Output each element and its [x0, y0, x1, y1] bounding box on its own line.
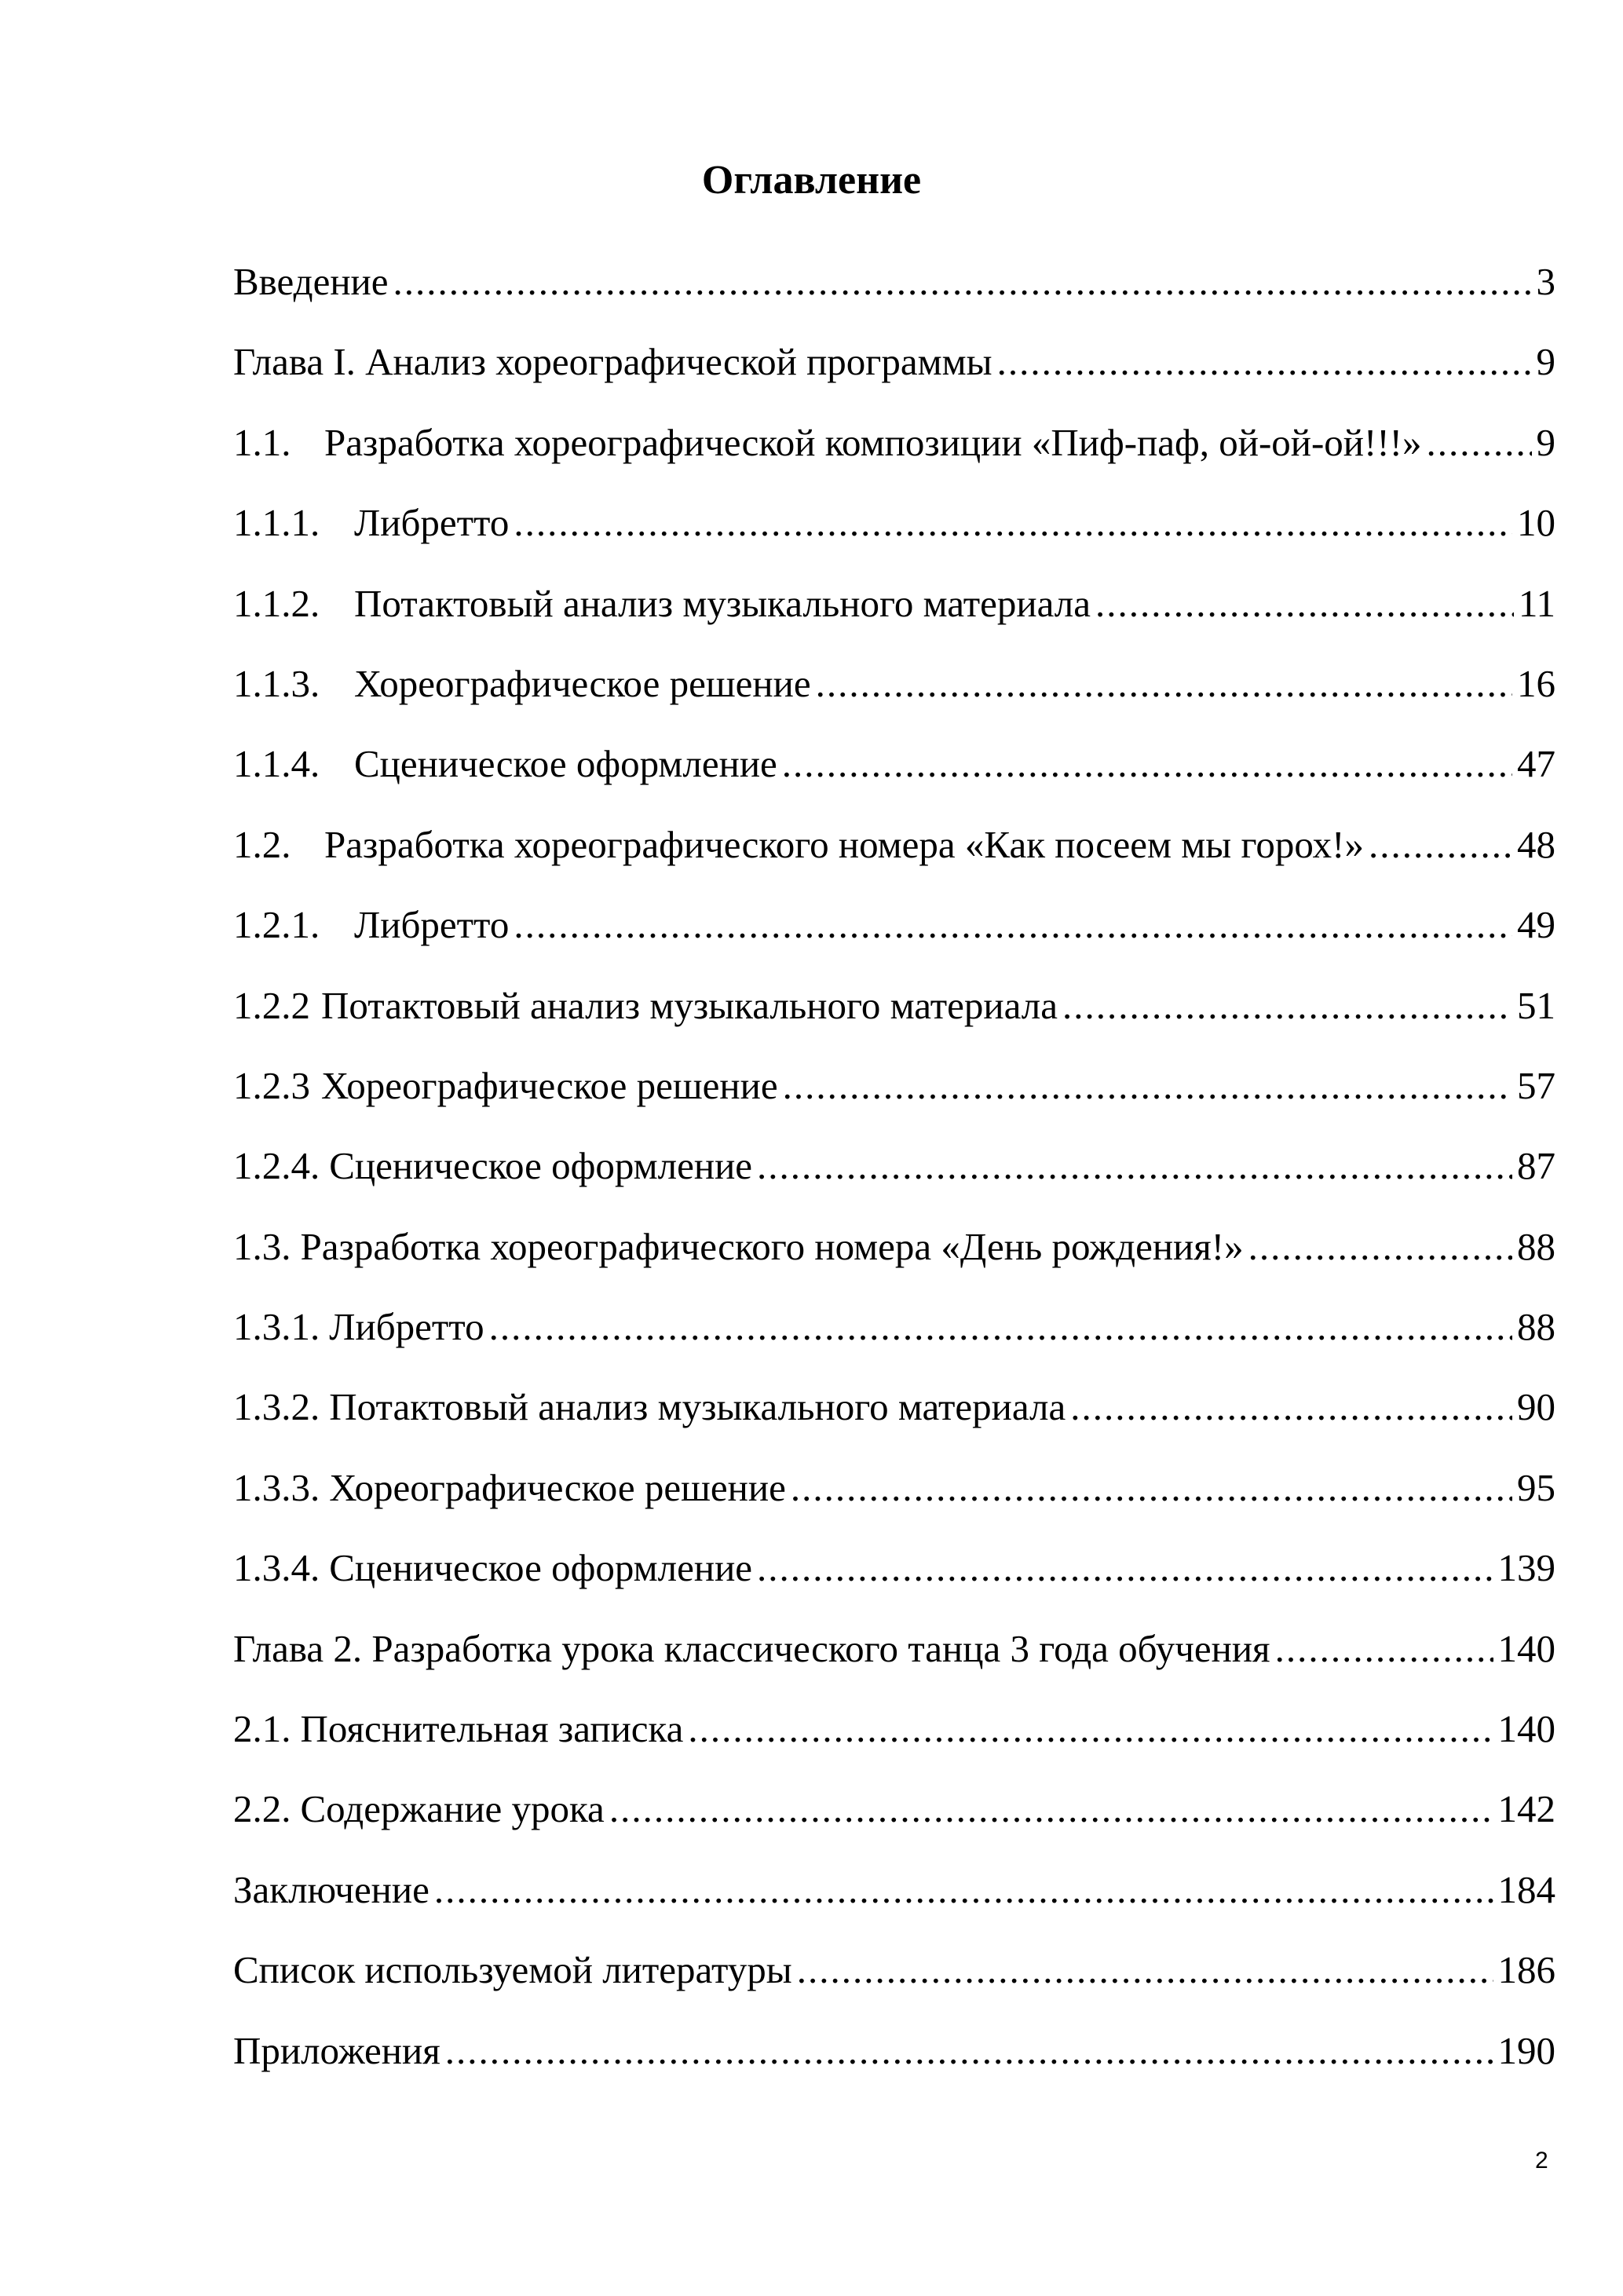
toc-entry-page: 9	[1536, 420, 1555, 464]
toc-entry-page: 11	[1518, 581, 1555, 625]
toc-entry-number: 1.2.1.	[233, 903, 320, 947]
toc-entry-title: Разработка хореографического номера «Как посеем мы горох!»	[324, 822, 1364, 866]
toc-entry-page: 88	[1517, 1224, 1555, 1268]
toc-entry[interactable]	[233, 1786, 1555, 1866]
toc-entry-number: 1.1.1.	[233, 501, 320, 545]
dot-leader	[782, 741, 1512, 786]
dot-leader	[1062, 983, 1512, 1028]
toc-entry-page: 95	[1517, 1465, 1555, 1509]
dot-leader	[514, 500, 1512, 545]
dot-leader	[434, 1867, 1493, 1912]
toc-entry-page: 139	[1497, 1546, 1555, 1590]
toc-entry[interactable]	[233, 1706, 1555, 1786]
dot-leader	[783, 1063, 1512, 1108]
toc-entry-title: Либретто	[329, 1305, 484, 1349]
toc-entry-page: 190	[1497, 2028, 1555, 2072]
toc-entry-title: Глава I. Анализ хореографической программы	[233, 340, 992, 384]
dot-leader	[997, 339, 1532, 384]
toc-entry-title: Хореографическое решение	[354, 661, 811, 705]
toc-entry[interactable]	[233, 2028, 1555, 2108]
dot-leader	[1369, 822, 1512, 867]
toc-entry[interactable]	[233, 741, 1555, 821]
toc-entry[interactable]	[233, 902, 1555, 982]
dot-leader	[757, 1545, 1493, 1590]
dot-leader	[688, 1706, 1493, 1751]
toc-entry-number: 1.1.4.	[233, 742, 320, 786]
toc-entry-page: 184	[1497, 1867, 1555, 1911]
toc-entry-page: 87	[1517, 1144, 1555, 1188]
toc-entry[interactable]	[233, 1947, 1555, 2027]
dot-leader	[1070, 1384, 1512, 1429]
toc-entry-number: 1.3.3.	[233, 1465, 320, 1509]
dot-leader	[1095, 581, 1514, 626]
toc-entry[interactable]	[233, 581, 1555, 661]
toc-entry-page: 48	[1517, 822, 1555, 866]
dot-leader	[816, 661, 1512, 706]
toc-entry-title: Хореографическое решение	[329, 1465, 786, 1509]
page-number: 2	[1535, 2148, 1548, 2174]
toc-entry-title: Либретто	[354, 501, 510, 545]
dot-leader	[489, 1304, 1512, 1349]
toc-entry[interactable]	[233, 1545, 1555, 1625]
toc-entry-number: 1.2.2	[233, 983, 310, 1027]
toc-entry-title: Глава 2. Разработка урока классического танца 3 года обучения	[233, 1626, 1270, 1670]
toc-entry-title: Сценическое оформление	[329, 1144, 753, 1188]
toc-entry-title: Разработка хореографической композиции «Пиф-паф, ой-ой-ой!!!»	[324, 420, 1422, 464]
toc-entry[interactable]	[233, 500, 1555, 580]
toc-entry-number: 1.2.4.	[233, 1144, 320, 1188]
toc-entry-page: 10	[1517, 501, 1555, 545]
toc-entry[interactable]	[233, 1465, 1555, 1545]
toc-entry-page: 51	[1517, 983, 1555, 1027]
toc-entry-title: Сценическое оформление	[329, 1546, 753, 1590]
toc-entry-page: 140	[1497, 1626, 1555, 1670]
toc-entry[interactable]	[233, 1304, 1555, 1384]
toc-entry[interactable]	[233, 1224, 1555, 1304]
toc-entry-title: Введение	[233, 260, 389, 303]
dot-leader	[1275, 1626, 1493, 1671]
toc-entry-title: Потактовый анализ музыкального материала	[321, 983, 1058, 1027]
toc-entry-title: Потактовый анализ музыкального материала	[354, 581, 1091, 625]
dot-leader	[797, 1947, 1493, 1992]
dot-leader	[757, 1143, 1512, 1188]
dot-leader	[514, 902, 1512, 947]
toc-entry-number: 1.3.	[233, 1224, 291, 1268]
toc-entry-title: Содержание урока	[300, 1787, 605, 1831]
toc-entry[interactable]	[233, 259, 1555, 339]
table-of-contents	[233, 259, 1555, 2108]
toc-entry-number: 2.1.	[233, 1707, 291, 1751]
toc-entry[interactable]	[233, 1626, 1555, 1706]
toc-entry-page: 16	[1517, 661, 1555, 705]
toc-entry-page: 140	[1497, 1707, 1555, 1751]
toc-entry-title: Хореографическое решение	[321, 1063, 778, 1107]
toc-entry-number: 1.3.1.	[233, 1305, 320, 1349]
toc-entry-page: 47	[1517, 742, 1555, 786]
toc-entry-number: 1.2.	[233, 822, 291, 866]
toc-entry[interactable]	[233, 1063, 1555, 1143]
toc-entry-page: 57	[1517, 1063, 1555, 1107]
toc-entry-number: 1.1.	[233, 420, 291, 464]
toc-entry-number: 1.1.3.	[233, 661, 320, 705]
dot-leader	[791, 1465, 1512, 1510]
toc-entry-number: 1.1.2.	[233, 581, 320, 625]
toc-entry-title: Либретто	[354, 903, 510, 947]
toc-entry-page: 142	[1497, 1787, 1555, 1831]
toc-entry[interactable]	[233, 822, 1555, 902]
toc-entry-title: Пояснительная записка	[300, 1707, 684, 1751]
toc-entry-number: 1.3.4.	[233, 1546, 320, 1590]
toc-title: Оглавление	[701, 158, 922, 203]
toc-entry-title: Список используемой литературы	[233, 1948, 792, 1992]
toc-entry[interactable]	[233, 1384, 1555, 1464]
toc-entry-number: 2.2.	[233, 1787, 291, 1831]
toc-entry-number: 1.3.2.	[233, 1385, 320, 1429]
toc-entry-number: 1.2.3	[233, 1063, 310, 1107]
dot-leader	[445, 2028, 1493, 2073]
toc-entry-page: 49	[1517, 903, 1555, 947]
toc-entry[interactable]	[233, 983, 1555, 1063]
toc-entry[interactable]	[233, 1143, 1555, 1223]
toc-entry[interactable]	[233, 1867, 1555, 1947]
dot-leader	[393, 259, 1532, 304]
toc-entry[interactable]	[233, 339, 1555, 419]
dot-leader	[1248, 1224, 1512, 1269]
toc-entry[interactable]	[233, 661, 1555, 741]
toc-entry-title: Заключение	[233, 1867, 430, 1911]
toc-entry-page: 88	[1517, 1305, 1555, 1349]
toc-entry-page: 186	[1497, 1948, 1555, 1992]
toc-entry-title: Потактовый анализ музыкального материала	[329, 1385, 1066, 1429]
toc-entry-page: 90	[1517, 1385, 1555, 1429]
dot-leader	[609, 1786, 1493, 1831]
toc-entry-title: Разработка хореографического номера «День рождения!»	[300, 1224, 1244, 1268]
toc-entry-title: Приложения	[233, 2028, 440, 2072]
toc-entry-page: 9	[1536, 340, 1555, 384]
toc-entry-page: 3	[1536, 260, 1555, 303]
toc-entry-title: Сценическое оформление	[354, 742, 777, 786]
dot-leader	[1426, 420, 1531, 465]
toc-entry[interactable]	[233, 420, 1555, 500]
